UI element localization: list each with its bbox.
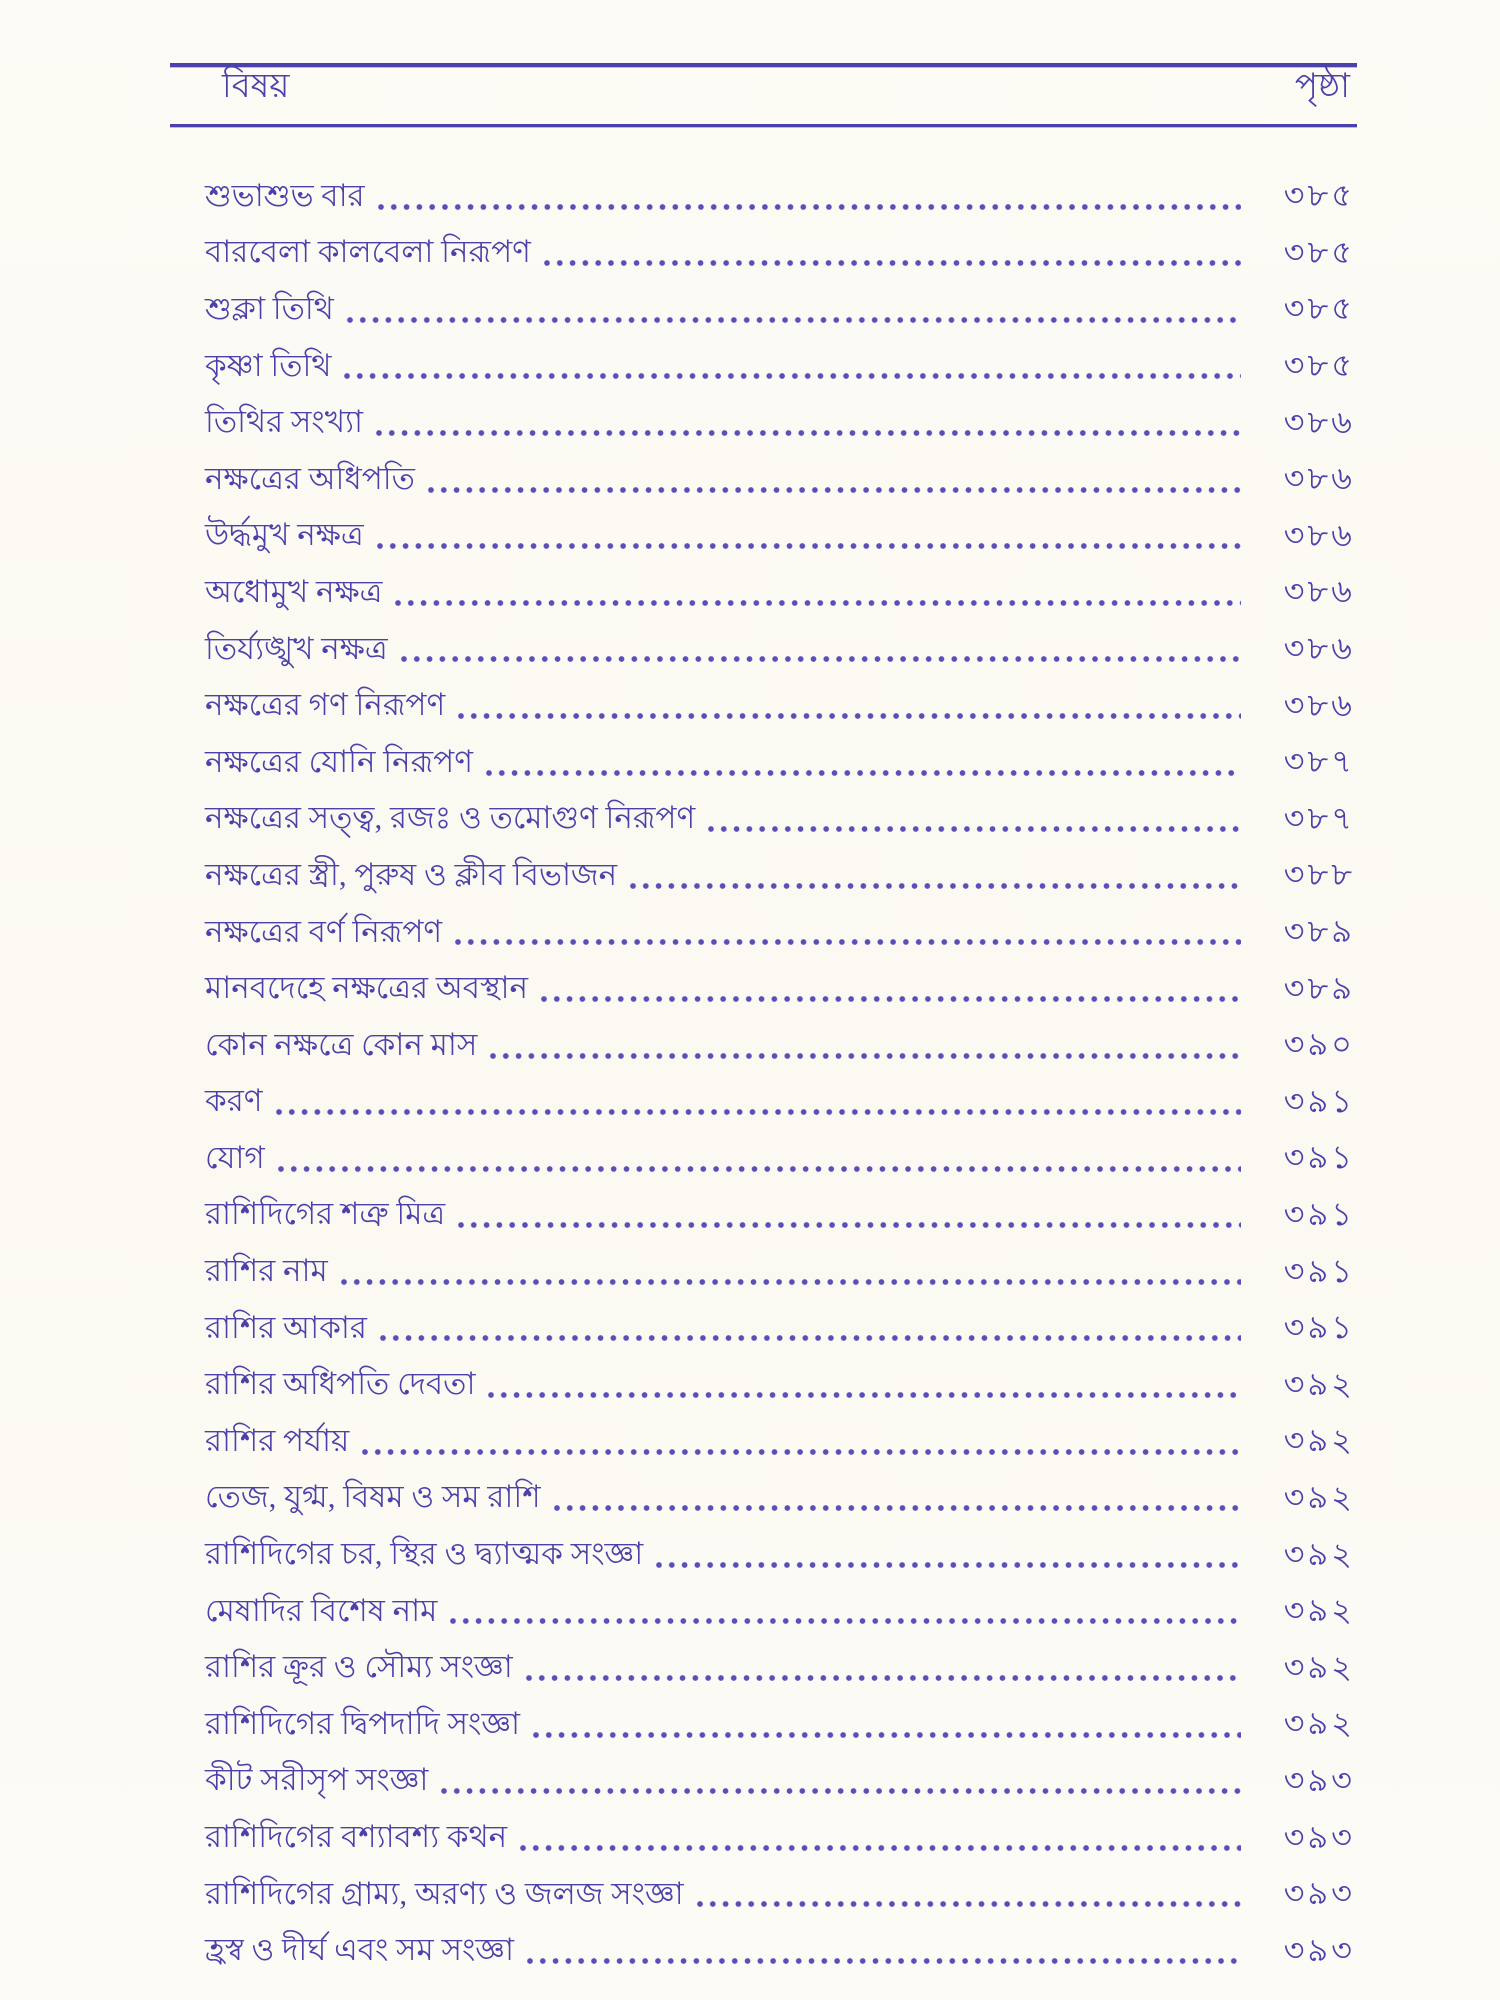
toc-entry	[205, 280, 1355, 337]
toc-entry-page: ৩৮৬	[1283, 460, 1355, 497]
toc-entry-title: যোগ	[205, 1139, 265, 1175]
dotted-leader	[489, 1051, 1241, 1061]
dotted-leader	[361, 1447, 1241, 1457]
toc-entry-title: নক্ষত্রের অধিপতি	[205, 460, 415, 496]
dotted-leader	[540, 994, 1241, 1004]
toc-entry	[205, 393, 1355, 450]
dotted-leader	[427, 485, 1241, 495]
dotted-leader	[449, 1616, 1241, 1626]
header-subject-label: বিষয়	[222, 68, 290, 105]
dotted-leader	[377, 202, 1241, 212]
toc-entry	[205, 1469, 1355, 1526]
toc-entry-title: তির্য্যঙ্খুখ নক্ষত্র	[205, 630, 388, 666]
toc-entry-page: ৩৮৬	[1283, 516, 1355, 553]
toc-entry-title: রাশিদিগের শত্রু মিত্র	[205, 1196, 446, 1232]
toc-entry	[205, 1638, 1355, 1695]
toc-entry-title: রাশিদিগের চর, স্থির ও দ্ব্যাত্মক সংজ্ঞা	[205, 1536, 644, 1572]
dotted-leader	[532, 1730, 1241, 1740]
toc-entry	[205, 563, 1355, 620]
header-top-rule	[170, 63, 1357, 67]
toc-entry-title: মানবদেহে নক্ষত্রের অবস্থান	[205, 970, 528, 1006]
toc-entry-title: কীট সরীসৃপ সংজ্ঞা	[205, 1762, 429, 1798]
toc-entry-page: ৩৮৯	[1283, 913, 1355, 950]
toc-entry-page: ৩৮৬	[1283, 686, 1355, 723]
toc-entry-title: রাশিদিগের বশ্যাবশ্য কথন	[205, 1819, 508, 1855]
toc-entry	[205, 1808, 1355, 1865]
toc-entry-title: কৃষ্ণা তিথি	[205, 347, 332, 383]
toc-entry-page: ৩৯২	[1283, 1592, 1355, 1629]
toc-entry-title: নক্ষত্রের বর্ণ নিরূপণ	[205, 913, 443, 949]
toc-entry-title: শুক্লা তিথি	[205, 290, 334, 326]
toc-entry	[205, 337, 1355, 394]
dotted-leader	[696, 1899, 1241, 1909]
toc-entry-page: ৩৮৯	[1283, 969, 1355, 1006]
toc-entry	[205, 846, 1355, 903]
toc-entry	[205, 167, 1355, 224]
toc-entry-title: রাশিদিগের গ্রাম্য, অরণ্য ও জলজ সংজ্ঞা	[205, 1875, 684, 1911]
toc-entry-page: ৩৯০	[1283, 1026, 1355, 1063]
toc-entry-title: রাশির পর্যায়	[205, 1422, 350, 1458]
dotted-leader	[543, 258, 1241, 268]
toc-entry-title: রাশির নাম	[205, 1253, 328, 1289]
toc-entry-page: ৩৯৩	[1283, 1875, 1355, 1912]
toc-entry-title: উর্দ্ধমুখ নক্ষত্র	[205, 517, 364, 553]
toc-entry-page: ৩৮৫	[1283, 233, 1355, 270]
toc-entry	[205, 903, 1355, 960]
dotted-leader	[394, 598, 1241, 608]
dotted-leader	[275, 1107, 1242, 1117]
toc-entry-page: ৩৯২	[1283, 1422, 1355, 1459]
toc-entry	[205, 1752, 1355, 1809]
dotted-leader	[629, 881, 1241, 891]
dotted-leader	[487, 1390, 1241, 1400]
toc-entry-page: ৩৯১	[1283, 1082, 1355, 1119]
toc-entry-page: ৩৮৬	[1283, 573, 1355, 610]
dotted-leader	[440, 1786, 1241, 1796]
dotted-leader	[525, 1673, 1241, 1683]
dotted-leader	[277, 1164, 1241, 1174]
dotted-leader	[340, 1277, 1241, 1287]
dotted-leader	[457, 1220, 1241, 1230]
dotted-leader	[376, 541, 1241, 551]
dotted-leader	[346, 315, 1241, 325]
toc-entry	[205, 1016, 1355, 1073]
toc-entry-page: ৩৮৬	[1283, 403, 1355, 440]
toc-entry-title: তিথির সংখ্যা	[205, 404, 364, 440]
toc-entry-page: ৩৯২	[1283, 1705, 1355, 1742]
toc-entry-title: নক্ষত্রের স্ত্রী, পুরুষ ও ক্লীব বিভাজন	[205, 856, 618, 892]
toc-entry-page: ৩৯২	[1283, 1365, 1355, 1402]
toc-entry	[205, 676, 1355, 733]
toc-entry-page: ৩৯১	[1283, 1252, 1355, 1289]
header-page-label: পৃষ্ঠা	[1294, 68, 1350, 105]
toc-header	[222, 70, 1350, 104]
dotted-leader	[485, 768, 1241, 778]
toc-entry	[205, 1073, 1355, 1130]
toc-entry	[205, 1525, 1355, 1582]
toc-entry-page: ৩৯১	[1283, 1309, 1355, 1346]
toc-entry	[205, 1242, 1355, 1299]
toc-list	[205, 167, 1355, 1978]
toc-entry-title: রাশিদিগের দ্বিপদাদি সংজ্ঞা	[205, 1705, 520, 1741]
toc-entry-title: নক্ষত্রের সত্ত্ব, রজঃ ও তমোগুণ নিরূপণ	[205, 800, 696, 836]
dotted-leader	[375, 428, 1241, 438]
toc-entry-page: ৩৯১	[1283, 1195, 1355, 1232]
toc-entry	[205, 1186, 1355, 1243]
toc-entry-page: ৩৮৫	[1283, 177, 1355, 214]
dotted-leader	[655, 1560, 1241, 1570]
toc-entry	[205, 1865, 1355, 1922]
toc-entry-page: ৩৯২	[1283, 1535, 1355, 1572]
toc-entry-page: ৩৯১	[1283, 1139, 1355, 1176]
toc-entry-page: ৩৮৭	[1283, 743, 1355, 780]
toc-entry-title: তেজ, যুগ্ম, বিষম ও সম রাশি	[205, 1479, 541, 1515]
toc-entry	[205, 733, 1355, 790]
toc-entry-title: কোন নক্ষত্রে কোন মাস	[205, 1026, 478, 1062]
toc-entry-page: ৩৯২	[1283, 1648, 1355, 1685]
toc-entry-page: ৩৮৭	[1283, 799, 1355, 836]
toc-entry	[205, 224, 1355, 281]
toc-entry-title: করণ	[205, 1083, 263, 1119]
dotted-leader	[553, 1503, 1241, 1513]
dotted-leader	[454, 937, 1241, 947]
toc-entry	[205, 507, 1355, 564]
toc-entry	[205, 1582, 1355, 1639]
dotted-leader	[400, 654, 1241, 664]
toc-entry	[205, 1695, 1355, 1752]
toc-entry-page: ৩৯৩	[1283, 1761, 1355, 1798]
dotted-leader	[707, 824, 1241, 834]
toc-entry-title: নক্ষত্রের গণ নিরূপণ	[205, 687, 446, 723]
dotted-leader	[343, 371, 1241, 381]
toc-entry-page: ৩৯২	[1283, 1478, 1355, 1515]
toc-entry	[205, 1299, 1355, 1356]
toc-entry	[205, 450, 1355, 507]
toc-entry-page: ৩৮৬	[1283, 630, 1355, 667]
toc-entry-page: ৩৮৫	[1283, 290, 1355, 327]
header-bottom-rule	[170, 124, 1357, 127]
toc-entry-title: রাশির আকার	[205, 1309, 367, 1345]
toc-entry-title: হ্রস্ব ও দীর্ঘ এবং সম সংজ্ঞা	[205, 1932, 514, 1968]
toc-entry	[205, 620, 1355, 677]
toc-entry-page: ৩৯৩	[1283, 1818, 1355, 1855]
dotted-leader	[379, 1333, 1241, 1343]
toc-entry-title: নক্ষত্রের যোনি নিরূপণ	[205, 743, 473, 779]
toc-entry	[205, 1412, 1355, 1469]
toc-entry	[205, 1921, 1355, 1978]
toc-entry	[205, 959, 1355, 1016]
toc-entry-title: মেষাদির বিশেষ নাম	[205, 1592, 438, 1628]
toc-entry-title: রাশির অধিপতি দেবতা	[205, 1366, 476, 1402]
dotted-leader	[457, 711, 1241, 721]
toc-entry	[205, 790, 1355, 847]
toc-entry-title: বারবেলা কালবেলা নিরূপণ	[205, 234, 531, 270]
toc-entry-title: অধোমুখ নক্ষত্র	[205, 573, 383, 609]
toc-entry-title: শুভাশুভ বার	[205, 177, 365, 213]
toc-entry-title: রাশির ক্রূর ও সৌম্য সংজ্ঞা	[205, 1649, 513, 1685]
toc-entry-page: ৩৮৮	[1283, 856, 1355, 893]
toc-entry	[205, 1129, 1355, 1186]
dotted-leader	[519, 1843, 1241, 1853]
toc-entry-page: ৩৮৫	[1283, 347, 1355, 384]
toc-entry-page: ৩৯৩	[1283, 1931, 1355, 1968]
toc-entry	[205, 1355, 1355, 1412]
dotted-leader	[526, 1956, 1241, 1966]
